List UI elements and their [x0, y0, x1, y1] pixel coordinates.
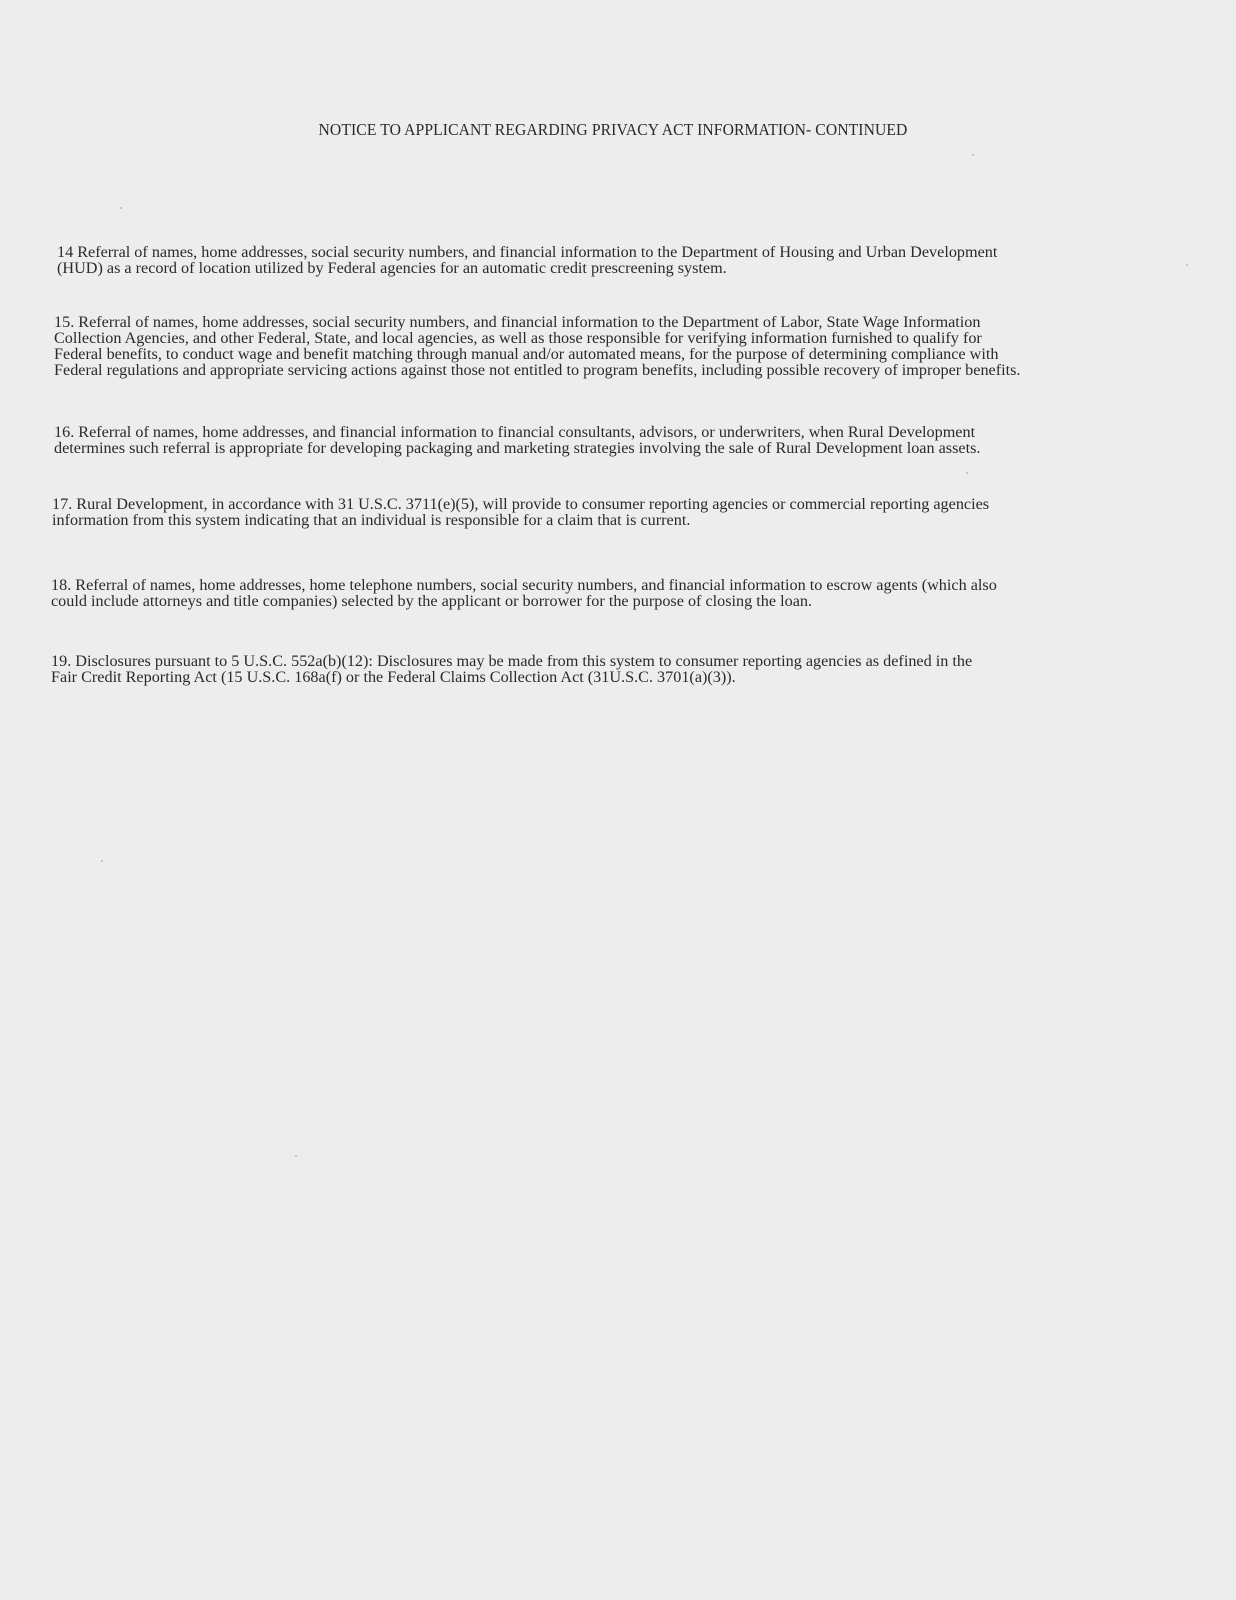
paragraph-line: 17. Rural Development, in accordance with 31 U.S.C. 3711(e)(5), will provide to consumer reporting agencies or commercial reporting agencies [52, 495, 990, 513]
paragraph-line: could include attorneys and title companies) selected by the applicant or borrower for the purpose of closing the loan. [51, 592, 813, 610]
paragraph-line: Federal regulations and appropriate servicing actions against those not entitled to program benefits, including possible recovery of improper benefits. [54, 361, 1021, 379]
paragraph-line: 18. Referral of names, home addresses, home telephone numbers, social security numbers, and financial information to escrow agents (which also [51, 576, 997, 594]
scan-speck [295, 1155, 297, 1157]
paragraph-17 [52, 496, 989, 528]
paragraph-18 [51, 577, 997, 609]
paragraph-19 [51, 653, 972, 685]
paragraph-line: information from this system indicating that an individual is responsible for a claim that is current. [52, 511, 691, 529]
paragraph-line: Fair Credit Reporting Act (15 U.S.C. 168a(f) or the Federal Claims Collection Act (31U.S.C. 3701(a)(3)). [51, 668, 736, 686]
scan-speck [972, 154, 974, 156]
paragraph-line: 14 Referral of names, home addresses, social security numbers, and financial information to the Department of Housing and Urban Development [57, 243, 998, 261]
paragraph-line: Federal benefits, to conduct wage and benefit matching through manual and/or automated means, for the purpose of determining compliance with [54, 345, 999, 363]
scan-speck [1186, 264, 1188, 266]
paragraph-line: 15. Referral of names, home addresses, social security numbers, and financial information to the Department of Labor, State Wage Information [54, 313, 981, 331]
paragraph-15 [54, 314, 1020, 378]
document-title: NOTICE TO APPLICANT REGARDING PRIVACY ACT INFORMATION- CONTINUED [318, 120, 908, 139]
paragraph-16 [54, 424, 980, 456]
paragraph-line: 19. Disclosures pursuant to 5 U.S.C. 552a(b)(12): Disclosures may be made from this system to consumer reporting agencies as defined in the [51, 652, 973, 670]
paragraph-line: Collection Agencies, and other Federal, State, and local agencies, as well as those responsible for verifying information furnished to qualify for [54, 329, 982, 347]
paragraph-line: determines such referral is appropriate for developing packaging and marketing strategies involving the sale of Rural Development loan assets. [54, 439, 981, 457]
paragraph-line: (HUD) as a record of location utilized by Federal agencies for an automatic credit prescreening system. [57, 259, 727, 277]
scan-speck [120, 207, 122, 209]
paragraph-14 [57, 244, 997, 276]
scan-speck [101, 860, 103, 862]
paragraph-line: 16. Referral of names, home addresses, and financial information to financial consultants, advisors, or underwriters, when Rural Development [54, 423, 976, 441]
scan-speck [966, 472, 968, 474]
